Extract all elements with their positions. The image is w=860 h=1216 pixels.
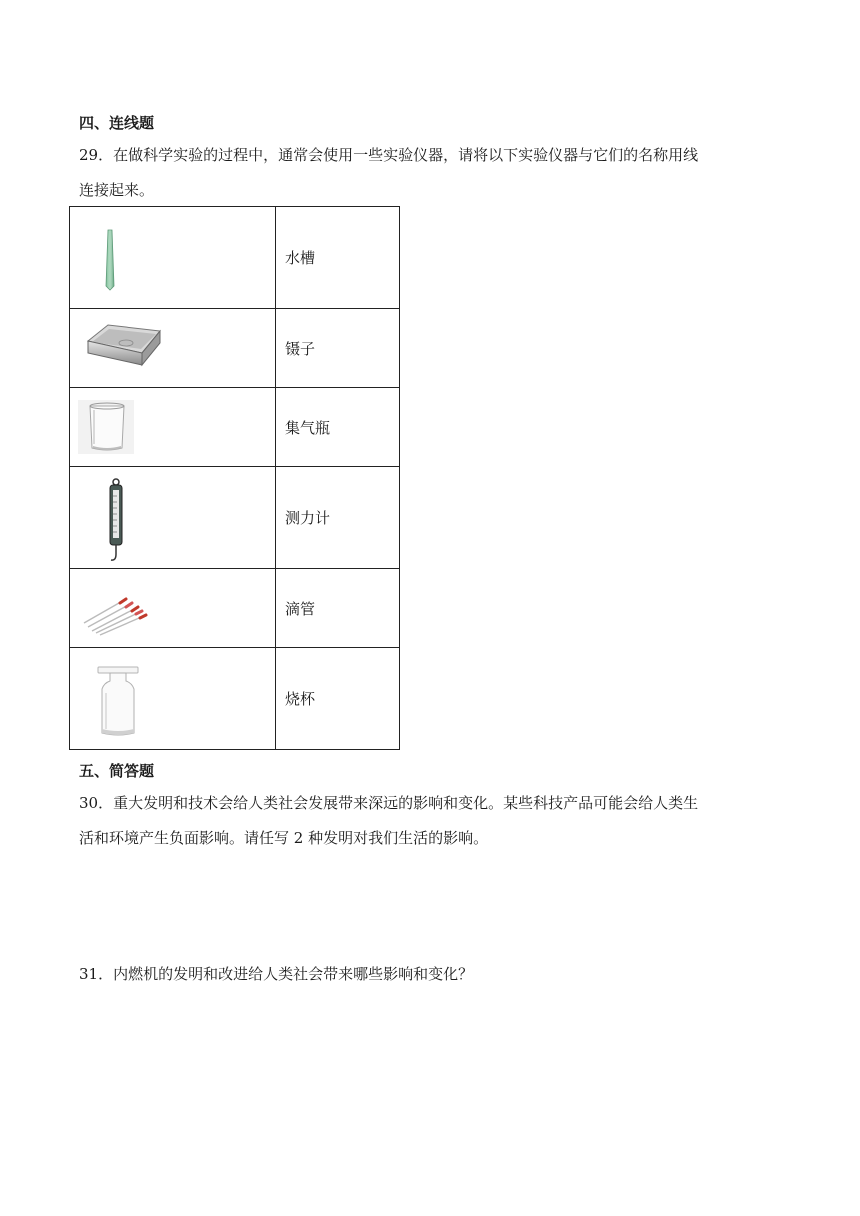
image-cell xyxy=(70,467,276,569)
image-cell xyxy=(70,388,276,467)
water-trough-image xyxy=(70,309,275,387)
question-30-line-1: 30．重大发明和技术会给人类社会发展带来深远的影响和变化。某些科技产品可能会给人类生 xyxy=(79,794,699,812)
beaker-image xyxy=(70,388,275,466)
image-cell xyxy=(70,207,276,309)
question-30 xyxy=(79,786,789,856)
instrument-name: 测力计 xyxy=(276,467,400,569)
question-29-line-2: 连接起来。 xyxy=(79,181,155,199)
image-cell xyxy=(70,648,276,750)
instrument-name: 滴管 xyxy=(276,569,400,648)
table-row xyxy=(70,309,400,388)
instrument-name: 水槽 xyxy=(276,207,400,309)
gas-jar-image xyxy=(70,649,275,749)
instrument-name: 集气瓶 xyxy=(276,388,400,467)
question-29-line-1: 29．在做科学实验的过程中，通常会使用一些实验仪器，请将以下实验仪器与它们的名称用线 xyxy=(79,146,699,164)
image-cell xyxy=(70,569,276,648)
section-4-title: 四、连线题 xyxy=(79,114,155,132)
image-cell xyxy=(70,309,276,388)
question-29 xyxy=(79,138,789,208)
matching-table xyxy=(69,206,400,750)
table-row xyxy=(70,207,400,309)
section-5-title: 五、简答题 xyxy=(79,762,155,780)
instrument-name: 烧杯 xyxy=(276,648,400,750)
question-31 xyxy=(79,957,789,992)
instrument-name: 镊子 xyxy=(276,309,400,388)
table-row xyxy=(70,648,400,750)
table-row xyxy=(70,467,400,569)
tweezers-image xyxy=(70,208,275,308)
table-row xyxy=(70,388,400,467)
droppers-image xyxy=(70,569,275,647)
table-row xyxy=(70,569,400,648)
question-30-line-2: 活和环境产生负面影响。请任写 2 种发明对我们生活的影响。 xyxy=(79,829,489,847)
spring-scale-image xyxy=(70,468,275,568)
question-31-line-1: 31．内燃机的发明和改进给人类社会带来哪些影响和变化？ xyxy=(79,965,474,983)
